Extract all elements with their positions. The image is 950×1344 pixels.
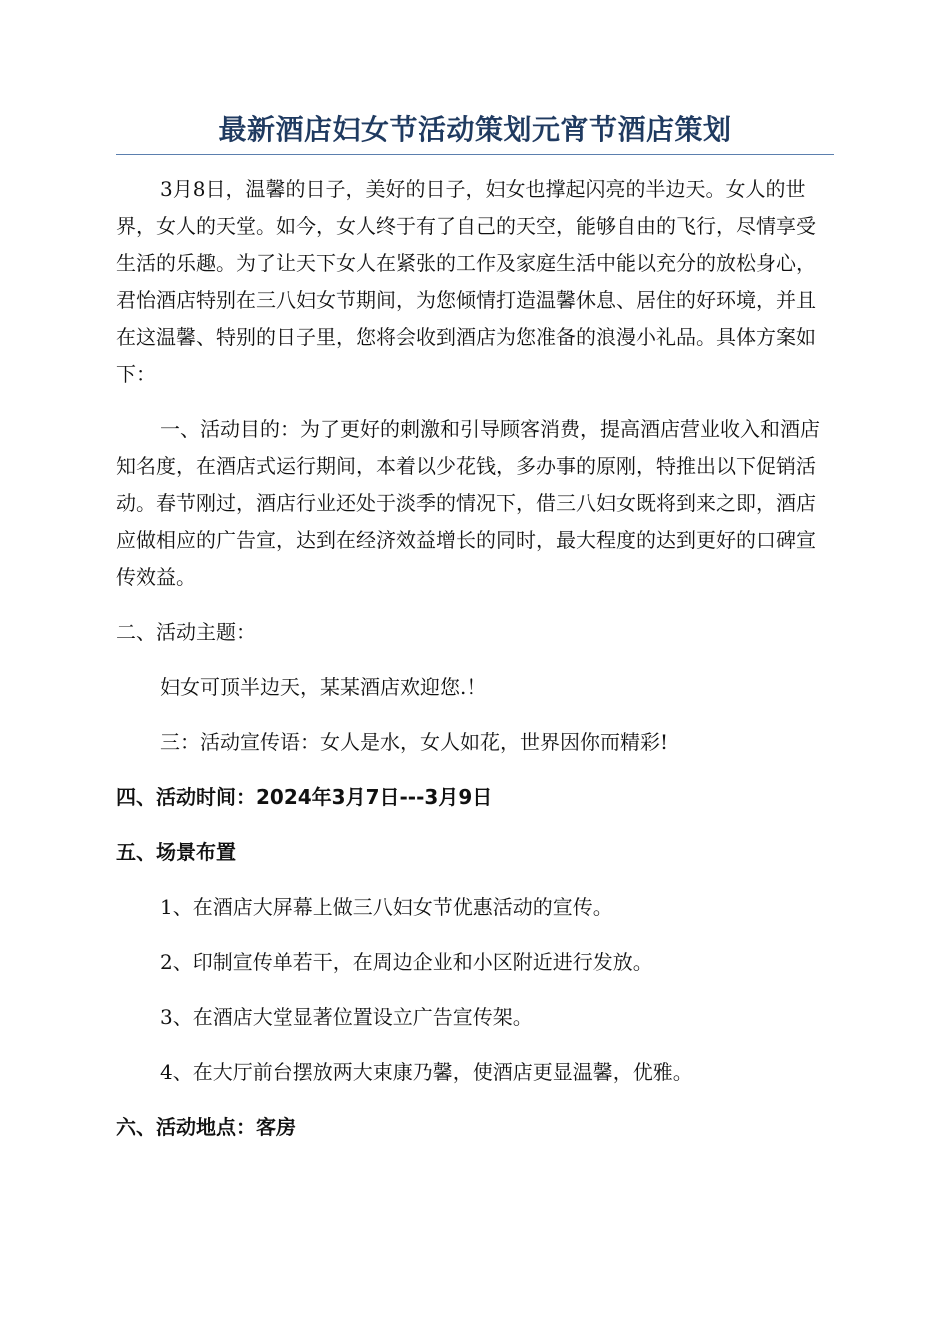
layout-item-4: 4、在大厅前台摆放两大束康乃馨，使酒店更显温馨，优雅。 — [160, 1060, 693, 1084]
layout-item-1: 1、在酒店大屏幕上做三八妇女节优惠活动的宣传。 — [160, 895, 613, 919]
purpose-paragraph: 一、活动目的：为了更好的刺激和引导顾客消费，提高酒店营业收入和酒店知名度，在酒店式运行期间，本着以少花钱，多办事的原刚，特推出以下促销活动。春节刚过，酒店行业还处于淡季的情况下，借三八妇女既将到来之即，酒店应做相应的广告宣，达到在经济效益增长的同时，最大程度的达到更好的口碑宣传效益。 — [116, 417, 820, 589]
theme-heading: 二、活动主题： — [116, 620, 256, 644]
layout-item-2: 2、印制宣传单若干，在周边企业和小区附近进行发放。 — [160, 950, 653, 974]
time-heading: 四、活动时间：2024年3月7日---3月9日 — [116, 785, 493, 809]
slogan-paragraph: 三：活动宣传语：女人是水，女人如花，世界因你而精彩! — [160, 730, 669, 754]
place-heading: 六、活动地点：客房 — [116, 1115, 296, 1139]
layout-item-3: 3、在酒店大堂显著位置设立广告宣传架。 — [160, 1005, 533, 1029]
document-title: 最新酒店妇女节活动策划元宵节酒店策划 — [116, 110, 834, 155]
document-content — [116, 110, 834, 1146]
layout-heading: 五、场景布置 — [116, 840, 236, 864]
intro-paragraph: 3月8日，温馨的日子，美好的日子，妇女也撑起闪亮的半边天。女人的世界，女人的天堂。如今，女人终于有了自己的天空，能够自由的飞行，尽情享受生活的乐趣。为了让天下女人在紧张的工作及家庭生活中能以充分的放松身心，君怡酒店特别在三八妇女节期间，为您倾情打造温馨休息、居住的好环境，并且在这温馨、特别的日子里，您将会收到酒店为您准备的浪漫小礼品。具体方案如下： — [116, 177, 816, 386]
theme-text: 妇女可顶半边天，某某酒店欢迎您.！ — [160, 675, 487, 699]
